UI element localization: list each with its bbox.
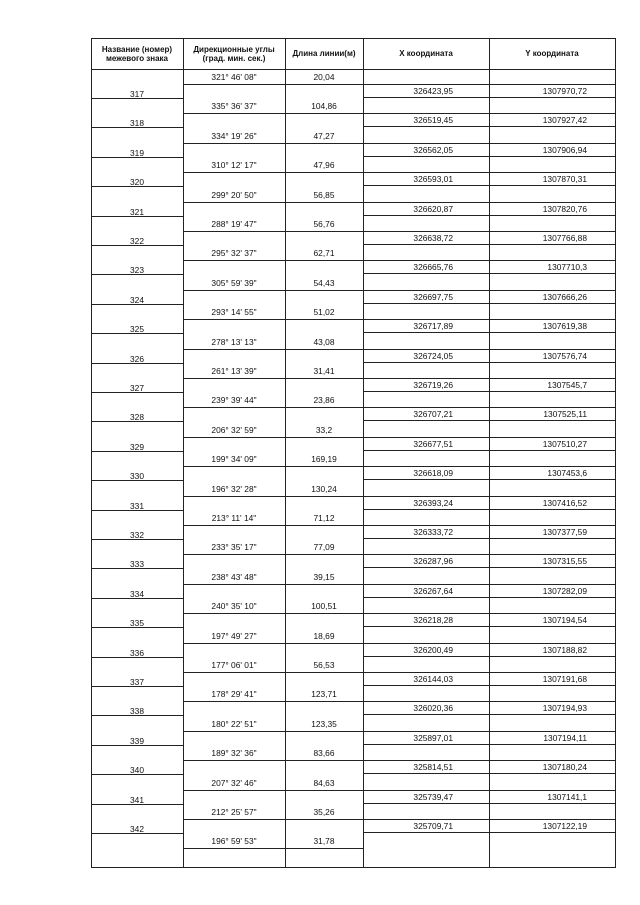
line-length-cell: 84,63 [313, 777, 335, 788]
header-direction-angle: Дирекционные углы (град. мин. сек.) [193, 44, 275, 63]
direction-angle-cell: 207° 32' 46" [211, 777, 257, 788]
y-coordinate-cell: 1307710,3 [547, 262, 587, 273]
line-length-cell: 169,19 [311, 454, 337, 465]
line-length-cell: 56,85 [313, 189, 335, 200]
coordinate-rule [363, 362, 615, 363]
segment-rule [183, 525, 363, 526]
direction-angle-cell: 261° 13' 39" [211, 366, 257, 376]
line-length-cell: 47,96 [313, 160, 335, 171]
point-name-cell: 337 [130, 677, 144, 687]
segment-rule [183, 466, 363, 467]
y-coordinate-cell: 1307576,74 [542, 350, 587, 361]
header-x-coordinate: X координата [399, 49, 453, 58]
x-coordinate-cell: 326218,28 [413, 615, 453, 626]
segment-rule [183, 437, 363, 438]
coordinate-rule [363, 391, 615, 392]
segment-rule [183, 731, 363, 732]
segment-rule [183, 290, 363, 291]
x-coordinate-cell: 325709,71 [413, 821, 453, 831]
y-coordinate-cell: 1307180,24 [542, 762, 587, 773]
line-length-cell: 56,76 [313, 219, 335, 229]
coordinate-rule [363, 303, 615, 304]
x-coordinate-cell: 326724,05 [413, 350, 453, 361]
line-length-cell: 23,86 [313, 395, 335, 406]
line-length-cell: 77,09 [313, 542, 335, 553]
direction-angle-cell: 335° 36' 37" [211, 101, 257, 112]
direction-angle-cell: 295° 32' 37" [211, 248, 257, 259]
line-length-cell: 39,15 [313, 571, 335, 582]
y-coordinate-cell: 1307191,68 [542, 674, 587, 684]
y-coordinate-cell: 1307141,1 [547, 791, 587, 802]
x-coordinate-cell: 326287,96 [413, 556, 453, 567]
coordinate-rule [363, 479, 615, 480]
x-coordinate-cell: 326717,89 [413, 321, 453, 332]
segment-rule [183, 378, 363, 379]
column-divider [615, 38, 616, 867]
y-coordinate-cell: 1307194,54 [542, 615, 587, 626]
coordinate-rule [363, 126, 615, 127]
y-coordinate-cell: 1307870,31 [542, 174, 587, 185]
x-coordinate-cell: 325814,51 [413, 762, 453, 773]
y-coordinate-cell: 1307315,55 [542, 556, 587, 567]
direction-angle-cell: 305° 59' 39" [211, 277, 257, 288]
point-name-cell: 320 [130, 177, 144, 188]
segment-rule [183, 349, 363, 350]
point-name-cell: 341 [130, 794, 144, 805]
segment-rule [183, 790, 363, 791]
segment-rule [183, 231, 363, 232]
table-bottom-border [91, 867, 616, 868]
coordinate-rule [363, 714, 615, 715]
header-bottom-border [91, 69, 616, 70]
direction-angle-cell: 334° 19' 26" [211, 130, 257, 141]
coordinate-rule [363, 420, 615, 421]
line-length-cell: 20,04 [313, 72, 335, 82]
point-name-cell: 321 [130, 206, 144, 217]
y-coordinate-cell: 1307282,09 [542, 585, 587, 596]
point-name-cell: 340 [130, 765, 144, 776]
direction-angle-cell: 197° 49' 27" [211, 630, 257, 641]
coordinate-rule [363, 685, 615, 686]
line-length-cell: 51,02 [313, 307, 335, 318]
y-coordinate-cell: 1307188,82 [542, 644, 587, 655]
table-top-border [91, 38, 616, 39]
coordinate-rule [363, 626, 615, 627]
coordinate-rule [363, 185, 615, 186]
point-name-cell: 336 [130, 647, 144, 658]
point-name-cell: 331 [130, 500, 144, 511]
point-name-cell: 318 [130, 118, 144, 129]
y-coordinate-cell: 1307666,26 [542, 291, 587, 302]
coordinate-rule [363, 244, 615, 245]
point-name-cell: 328 [130, 412, 144, 423]
coordinate-rule [363, 773, 615, 774]
direction-angle-cell: 189° 32' 36" [211, 748, 257, 759]
segment-rule [183, 496, 363, 497]
y-coordinate-cell: 1307510,27 [542, 438, 587, 449]
segment-rule [183, 643, 363, 644]
point-name-cell: 334 [130, 588, 144, 599]
x-coordinate-cell: 325739,47 [413, 791, 453, 802]
line-length-cell: 18,69 [313, 630, 335, 641]
direction-angle-cell: 240° 35' 10" [211, 601, 257, 612]
y-coordinate-cell: 1307820,76 [542, 203, 587, 214]
point-name-cell: 319 [130, 147, 144, 158]
y-coordinate-cell: 1307377,59 [542, 527, 587, 537]
point-name-cell: 323 [130, 265, 144, 276]
coordinate-rule [363, 597, 615, 598]
line-length-cell: 54,43 [313, 277, 335, 288]
segment-rule [183, 848, 363, 849]
line-length-cell: 123,71 [311, 689, 337, 700]
direction-angle-cell: 177° 06' 01" [211, 660, 257, 670]
segment-rule [183, 760, 363, 761]
direction-angle-cell: 288° 19' 47" [211, 219, 257, 229]
coordinate-rule [363, 803, 615, 804]
direction-angle-cell: 321° 46' 08" [211, 72, 257, 82]
line-length-cell: 43,08 [313, 336, 335, 347]
y-coordinate-cell: 1307766,88 [542, 233, 587, 243]
point-name-cell: 326 [130, 353, 144, 364]
coordinate-rule [363, 332, 615, 333]
direction-angle-cell: 239° 39' 44" [211, 395, 257, 406]
point-name-cell: 325 [130, 324, 144, 335]
point-name-cell: 342 [130, 824, 144, 834]
x-coordinate-cell: 326638,72 [413, 233, 453, 243]
point-name-cell: 330 [130, 471, 144, 482]
line-length-cell: 31,78 [313, 836, 335, 847]
line-length-cell: 130,24 [311, 483, 337, 494]
coordinate-rule [363, 450, 615, 451]
y-coordinate-cell: 1307453,6 [547, 468, 587, 479]
segment-rule [183, 202, 363, 203]
y-coordinate-cell: 1307525,11 [543, 409, 587, 420]
x-coordinate-cell: 326707,21 [413, 409, 453, 420]
point-name-cell: 324 [130, 294, 144, 305]
coordinate-rule [363, 656, 615, 657]
y-coordinate-cell: 1307619,38 [542, 321, 587, 332]
x-coordinate-cell: 326719,26 [413, 380, 453, 390]
line-length-cell: 71,12 [313, 513, 335, 523]
point-name-cell: 335 [130, 618, 144, 629]
y-coordinate-cell: 1307927,42 [542, 115, 587, 126]
x-coordinate-cell: 326677,51 [413, 438, 453, 449]
y-coordinate-cell: 1307545,7 [547, 380, 587, 390]
line-length-cell: 83,66 [313, 748, 335, 759]
segment-rule [183, 819, 363, 820]
direction-angle-cell: 212° 25' 57" [211, 807, 257, 817]
direction-angle-cell: 178° 29' 41" [211, 689, 257, 700]
y-coordinate-cell: 1307416,52 [542, 497, 587, 508]
x-coordinate-cell: 326393,24 [413, 497, 453, 508]
direction-angle-cell: 180° 22' 51" [211, 718, 257, 729]
line-length-cell: 35,26 [313, 807, 335, 817]
line-length-cell: 104,86 [311, 101, 337, 112]
header-y-coordinate: Y координата [525, 49, 579, 58]
point-name-cell: 333 [130, 559, 144, 570]
line-length-cell: 33,2 [315, 424, 333, 435]
coordinate-rule [363, 215, 615, 216]
point-name-cell: 338 [130, 706, 144, 717]
x-coordinate-cell: 325897,01 [413, 732, 453, 743]
segment-rule [183, 319, 363, 320]
x-coordinate-cell: 326267,64 [413, 585, 453, 596]
coordinate-rule [363, 832, 615, 833]
line-length-cell: 56,53 [313, 660, 335, 670]
segment-rule [183, 143, 363, 144]
direction-angle-cell: 299° 20' 50" [211, 189, 257, 200]
x-coordinate-cell: 326665,76 [413, 262, 453, 273]
point-name-cell: 329 [130, 441, 144, 452]
y-coordinate-cell: 1307970,72 [542, 86, 587, 96]
x-coordinate-cell: 326593,01 [413, 174, 453, 185]
column-divider [489, 38, 490, 867]
x-coordinate-cell: 326200,49 [413, 644, 453, 655]
coordinate-rule [363, 97, 615, 98]
y-coordinate-cell: 1307194,11 [543, 732, 587, 743]
line-length-cell: 62,71 [313, 248, 335, 259]
direction-angle-cell: 213° 11' 14" [211, 513, 257, 523]
segment-rule [183, 84, 363, 85]
segment-rule [183, 613, 363, 614]
segment-rule [183, 172, 363, 173]
x-coordinate-cell: 326144,03 [413, 674, 453, 684]
direction-angle-cell: 199° 34' 09" [211, 454, 257, 465]
segment-rule [183, 260, 363, 261]
x-coordinate-cell: 326618,09 [413, 468, 453, 479]
point-name-cell: 339 [130, 735, 144, 746]
direction-angle-cell: 310° 12' 17" [211, 160, 257, 171]
y-coordinate-cell: 1307194,93 [542, 703, 587, 714]
direction-angle-cell: 206° 32' 59" [211, 424, 257, 435]
coordinate-rule [363, 509, 615, 510]
line-length-cell: 47,27 [313, 130, 335, 141]
direction-angle-cell: 196° 59' 53" [211, 836, 257, 847]
line-length-cell: 100,51 [311, 601, 337, 612]
x-coordinate-cell: 326423,95 [413, 86, 453, 96]
header-line-length: Длина линии(м) [292, 49, 356, 58]
x-coordinate-cell: 326519,45 [413, 115, 453, 126]
segment-rule [183, 407, 363, 408]
x-coordinate-cell: 326333,72 [413, 527, 453, 537]
coordinate-rule [363, 744, 615, 745]
segment-rule [183, 672, 363, 673]
coordinate-rule [363, 156, 615, 157]
segment-rule [183, 701, 363, 702]
x-coordinate-cell: 326562,05 [413, 144, 453, 155]
x-coordinate-cell: 326020,36 [413, 703, 453, 714]
x-coordinate-cell: 326697,75 [413, 291, 453, 302]
coordinate-rule [363, 567, 615, 568]
direction-angle-cell: 233° 35' 17" [211, 542, 257, 553]
direction-angle-cell: 293° 14' 55" [211, 307, 257, 318]
segment-rule [183, 554, 363, 555]
point-name-cell: 327 [130, 383, 144, 393]
direction-angle-cell: 238° 43' 48" [211, 571, 257, 582]
direction-angle-cell: 196° 32' 28" [211, 483, 257, 494]
coordinate-rule [363, 538, 615, 539]
segment-rule [183, 113, 363, 114]
y-coordinate-cell: 1307122,19 [542, 821, 587, 831]
point-name-cell: 322 [130, 236, 144, 246]
segment-rule [183, 584, 363, 585]
point-name-cell: 332 [130, 530, 144, 540]
x-coordinate-cell: 326620,87 [413, 203, 453, 214]
line-length-cell: 31,41 [313, 366, 335, 376]
coordinate-rule [363, 273, 615, 274]
line-length-cell: 123,35 [311, 718, 337, 729]
direction-angle-cell: 278° 13' 13" [211, 336, 257, 347]
header-point-name: Название (номер) межевого знака [101, 44, 173, 63]
point-name-cell: 317 [130, 89, 144, 99]
y-coordinate-cell: 1307906,94 [542, 144, 587, 155]
